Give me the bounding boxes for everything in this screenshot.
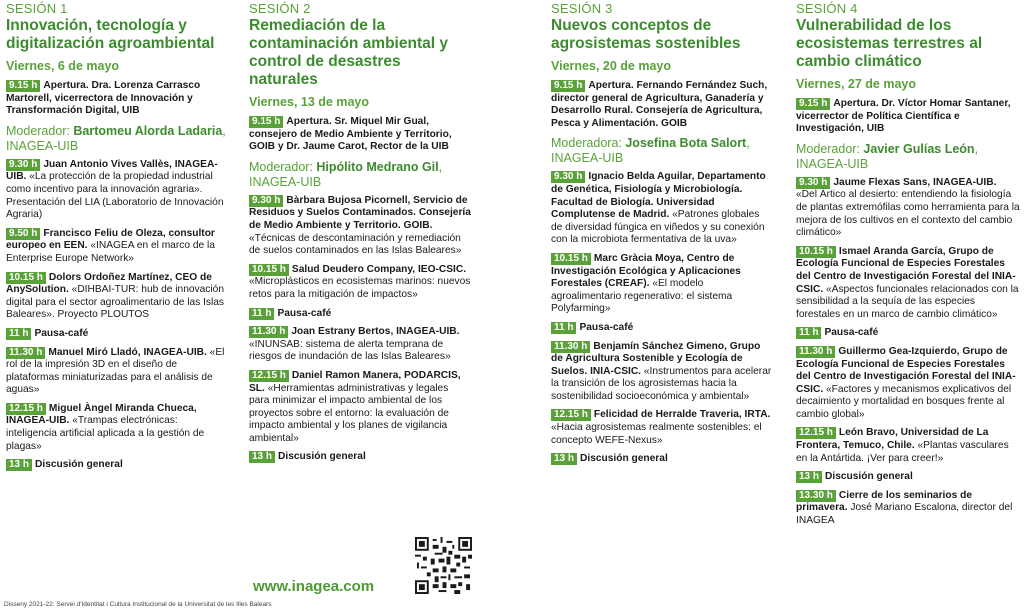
design-credit: Disseny 2021-22: Servei d'Identitat i Cultura Institucional de la Universitat de les Illes Balears <box>4 601 272 608</box>
speaker-name: Cierre de los seminarios de primavera. <box>796 489 972 514</box>
agenda-item <box>796 471 1020 484</box>
session-column-4 <box>796 0 1020 534</box>
time-badge: 12.15 h <box>249 370 289 382</box>
speaker-name: Francisco Feliu de Oleza, consultor europeo en EEN. <box>6 227 215 252</box>
moderator-prefix: Moderador: <box>796 141 864 156</box>
talk-description: «Trampas electrónicas: inteligencia artificial aplicada a la gestión de plagas» <box>6 415 205 452</box>
agenda-item <box>6 272 228 322</box>
moderator-affiliation: , INAGEA-UIB <box>796 141 979 171</box>
speaker-name: Apertura. Dra. Lorenza Carrasco Martorell, vicerrectora de Innovación y Transformación Digital, UIB <box>6 80 201 117</box>
moderator-prefix: Moderadora: <box>551 136 626 151</box>
agenda-item <box>551 80 773 130</box>
moderator <box>6 124 228 154</box>
moderator <box>249 160 471 190</box>
session-title: Innovación, tecnología y digitalización agroambiental <box>6 17 215 52</box>
session-column-2 <box>249 0 471 470</box>
moderator-name: Hipólito Medrano Gil <box>316 159 439 174</box>
agenda-item <box>796 427 1020 465</box>
moderator <box>796 142 1020 172</box>
agenda-item <box>6 328 228 341</box>
speaker-name: Daniel Ramon Manera, PODARCIS, SL. <box>249 369 461 394</box>
agenda-item <box>249 370 471 446</box>
agenda-item <box>249 264 471 302</box>
session-title: Remediación de la contaminación ambiental y control de desastres naturales <box>249 17 448 88</box>
talk-description: «La protección de la propiedad industrial como incentivo para la innovación agraria». Presentación del LIA (Laboratorio de Innovación Agraria) <box>6 171 224 221</box>
agenda-item <box>551 409 773 447</box>
speaker-name: Apertura. Sr. Miquel Mir Gual, consejero de Medio Ambiente y Territorio, GOIB y Dr. Jaume Carot, Rector de la UIB <box>249 116 452 153</box>
talk-description: «El rol de la impresión 3D en el diseño de plataformas miniaturizadas para el análisis de aguas» <box>6 346 225 396</box>
time-badge: 9.30 h <box>796 177 830 189</box>
time-badge: 13 h <box>796 471 822 483</box>
time-badge: 9.15 h <box>6 80 40 92</box>
moderator-name: Bartomeu Alorda Ladaria <box>73 123 223 138</box>
speaker-name: Discusión general <box>825 471 913 483</box>
time-badge: 10.15 h <box>6 272 46 284</box>
session-label: SESIÓN 2 <box>249 1 311 16</box>
moderator-name: Josefina Bota Salort <box>625 136 747 151</box>
agenda-item <box>551 453 773 466</box>
agenda-item <box>796 177 1020 240</box>
session-date: Viernes, 6 de mayo <box>6 59 120 73</box>
session-date: Viernes, 27 de mayo <box>796 77 916 91</box>
moderator-prefix: Moderador: <box>249 159 317 174</box>
talk-description: «Patrones globales de diversidad fúngica en viñedos y su conexión con la microbiota fermentativa de la uva» <box>551 209 765 246</box>
time-badge: 9.30 h <box>6 159 40 171</box>
session-column-3 <box>551 0 773 472</box>
session-date: Viernes, 20 de mayo <box>551 59 671 73</box>
time-badge: 11.30 h <box>796 346 835 358</box>
speaker-name: Discusión general <box>580 453 668 465</box>
moderator-prefix: Moderador: <box>6 123 74 138</box>
speaker-name: Joan Estrany Bertos, INAGEA-UIB. <box>291 326 460 338</box>
time-badge: 12.15 h <box>796 427 836 439</box>
agenda-item <box>6 403 228 453</box>
time-badge: 11 h <box>551 322 576 334</box>
time-badge: 11 h <box>6 328 31 340</box>
speaker-name: Pausa-café <box>34 327 89 339</box>
time-badge: 12.15 h <box>6 403 46 415</box>
time-badge: 9.30 h <box>249 195 283 207</box>
agenda-item <box>6 347 228 397</box>
speaker-name: Manuel Miró Lladó, INAGEA-UIB. <box>48 346 207 358</box>
moderator <box>551 136 773 166</box>
agenda-item <box>6 459 228 472</box>
talk-description: «Herramientas administrativas y legales para minimizar el impacto ambiental de los proyectos sobre el entorno: la evaluación de impacto ambiental y los planes de vigilancia ambiental» <box>249 382 449 444</box>
time-badge: 9.15 h <box>796 98 830 110</box>
time-badge: 11.30 h <box>6 347 45 359</box>
talk-description: «Instrumentos para acelerar la transición de los agrosistemas hacia la sostenibilidad socioeconómica y ambiental» <box>551 365 772 402</box>
speaker-name: Discusión general <box>35 459 123 471</box>
moderator-affiliation: , INAGEA-UIB <box>249 159 443 189</box>
speaker-name: Guillermo Gea-Izquierdo, Grupo de Ecología Funcional de Especies Forestales del Centro de Investigación Forestal del INIA-CSIC. <box>796 345 1016 395</box>
moderator-name: Javier Gulías León <box>863 141 975 156</box>
speaker-name: Dolors Ordoñez Martínez, CEO de AnySolution. <box>6 271 212 296</box>
talk-description: «Hacia agrosistemas realmente sostenibles: el concepto WEFE-Nexus» <box>551 422 762 446</box>
agenda-item <box>796 246 1020 322</box>
agenda-item <box>6 159 228 222</box>
speaker-name: Benjamín Sánchez Gimeno, Grupo de Agricultura Sostenible y Ecología de Suelos. INIA-CSIC. <box>551 340 761 377</box>
speaker-name: Felicidad de Herralde Traveria, IRTA. <box>593 409 771 421</box>
time-badge: 11 h <box>249 308 274 320</box>
agenda-item <box>6 228 228 266</box>
talk-description: «Del Ártico al desierto: entendiendo la fisiología de plantas extremófilas como herramienta para la mejora de los cultivos en el contexto del cambio climático» <box>796 189 1020 239</box>
speaker-name: León Bravo, Universidad de La Frontera, Temuco, Chile. <box>796 427 989 452</box>
talk-description: «Microplásticos en ecosistemas marinos: nuevos retos para la mitigación de impactos» <box>249 276 471 300</box>
speaker-name: Salud Deudero Company, IEO-CSIC. <box>291 263 467 275</box>
time-badge: 10.15 h <box>551 253 591 265</box>
speaker-name: Ignacio Belda Aguilar, Departamento de Genética, Fisiología y Microbiología. Facultad de Biología. Universidad Complutense de Madrid. <box>551 171 766 221</box>
time-badge: 9.15 h <box>249 116 283 128</box>
speaker-name: Pausa-café <box>824 327 879 339</box>
agenda-item <box>551 322 773 335</box>
talk-description: José Mariano Escalona, director del INAGEA <box>796 502 1013 527</box>
agenda-item <box>249 116 471 154</box>
session-label: SESIÓN 1 <box>6 1 68 16</box>
time-badge: 11.30 h <box>249 326 288 338</box>
website-link[interactable]: www.inagea.com <box>253 578 375 595</box>
moderator-affiliation: , INAGEA-UIB <box>6 123 226 153</box>
speaker-name: Apertura. Dr. Víctor Homar Santaner, vicerrector de Política Científica e Investigación, UIB <box>796 98 1011 135</box>
time-badge: 9.30 h <box>551 171 585 183</box>
agenda-item <box>551 341 773 404</box>
agenda-item <box>796 490 1020 528</box>
agenda-item <box>6 80 228 118</box>
talk-description: «Técnicas de descontaminación y remediación de suelos contaminados en las Islas Baleares» <box>249 232 462 257</box>
session-title: Vulnerabilidad de los ecosistemas terrestres al cambio climático <box>796 17 983 70</box>
qr-code-icon <box>415 537 472 594</box>
time-badge: 11 h <box>796 327 821 339</box>
speaker-name: Marc Gràcia Moya, Centro de Investigación Ecológica y Aplicaciones Forestales (CREAF). <box>551 252 741 290</box>
agenda-item <box>249 451 471 464</box>
speaker-name: Pausa-café <box>277 307 332 319</box>
talk-description: «INUNSAB: sistema de alerta temprana de riesgos de inundación de las Islas Baleares» <box>249 338 451 363</box>
talk-description: «Factores y mecanismos explicativos del decaimiento y mortalidad en bosques frente al cambio global» <box>796 383 1012 420</box>
time-badge: 13 h <box>6 459 32 471</box>
talk-description: «El modelo agroalimentario regenerativo: el sistema Polyfarming» <box>551 278 733 315</box>
agenda-item <box>249 326 471 364</box>
speaker-name: Discusión general <box>278 451 366 463</box>
moderator-affiliation: , INAGEA-UIB <box>551 136 750 166</box>
talk-description: «DIHBAI-TUR: hub de innovación digital para el sector agroalimentario de las Islas Baleares». Proyecto PLOUTOS <box>6 284 225 321</box>
agenda-item <box>249 308 471 321</box>
agenda-item <box>796 346 1020 422</box>
speaker-name: Juan Antonio Vives Vallès, INAGEA-UIB. <box>6 158 218 183</box>
session-title: Nuevos conceptos de agrosistemas sostenibles <box>551 17 741 52</box>
speaker-name: Bàrbara Bujosa Picornell, Servicio de Residuos y Suelos Contaminados. Consejería de Medio Ambiente y Territorio. GOIB. <box>249 194 471 231</box>
talk-description: «Plantas vasculares en la Antártida. ¡Ver para creer!» <box>796 440 1009 464</box>
talk-description: «Aspectos funcionales relacionados con la sensibilidad a la sequía de las especies forestales en un marco de cambio climático» <box>796 283 1019 320</box>
agenda-item <box>551 171 773 247</box>
time-badge: 12.15 h <box>551 409 591 421</box>
time-badge: 10.15 h <box>796 246 836 258</box>
session-date: Viernes, 13 de mayo <box>249 95 369 109</box>
agenda-item <box>249 195 471 258</box>
time-badge: 13 h <box>249 451 275 463</box>
speaker-name: Miguel Àngel Miranda Chueca, INAGEA-UIB. <box>6 402 197 427</box>
speaker-name: Apertura. Fernando Fernández Such, director general de Agricultura, Ganadería y Desarrollo Rural. Consejería de Agricultura, Pesca y Alimentación. GOIB <box>551 80 768 129</box>
time-badge: 11.30 h <box>551 341 590 353</box>
session-column-1 <box>6 0 228 478</box>
session-label: SESIÓN 4 <box>796 1 858 16</box>
time-badge: 13.30 h <box>796 490 836 502</box>
speaker-name: Pausa-café <box>579 321 634 333</box>
time-badge: 9.15 h <box>551 80 585 92</box>
speaker-name: Ismael Aranda García, Grupo de Ecología Funcional de Especies Forestales del Centro de Investigación Forestal del INIA-CSIC. <box>796 245 1016 295</box>
agenda-item <box>796 98 1020 136</box>
time-badge: 9.50 h <box>6 228 40 240</box>
talk-description: «INAGEA en el marco de la Enterprise Europe Network» <box>6 240 215 264</box>
speaker-name: Jaume Flexas Sans, INAGEA-UIB. <box>833 176 997 188</box>
agenda-item <box>551 253 773 316</box>
agenda-item <box>796 327 1020 340</box>
session-label: SESIÓN 3 <box>551 1 613 16</box>
time-badge: 10.15 h <box>249 264 289 276</box>
time-badge: 13 h <box>551 453 577 465</box>
